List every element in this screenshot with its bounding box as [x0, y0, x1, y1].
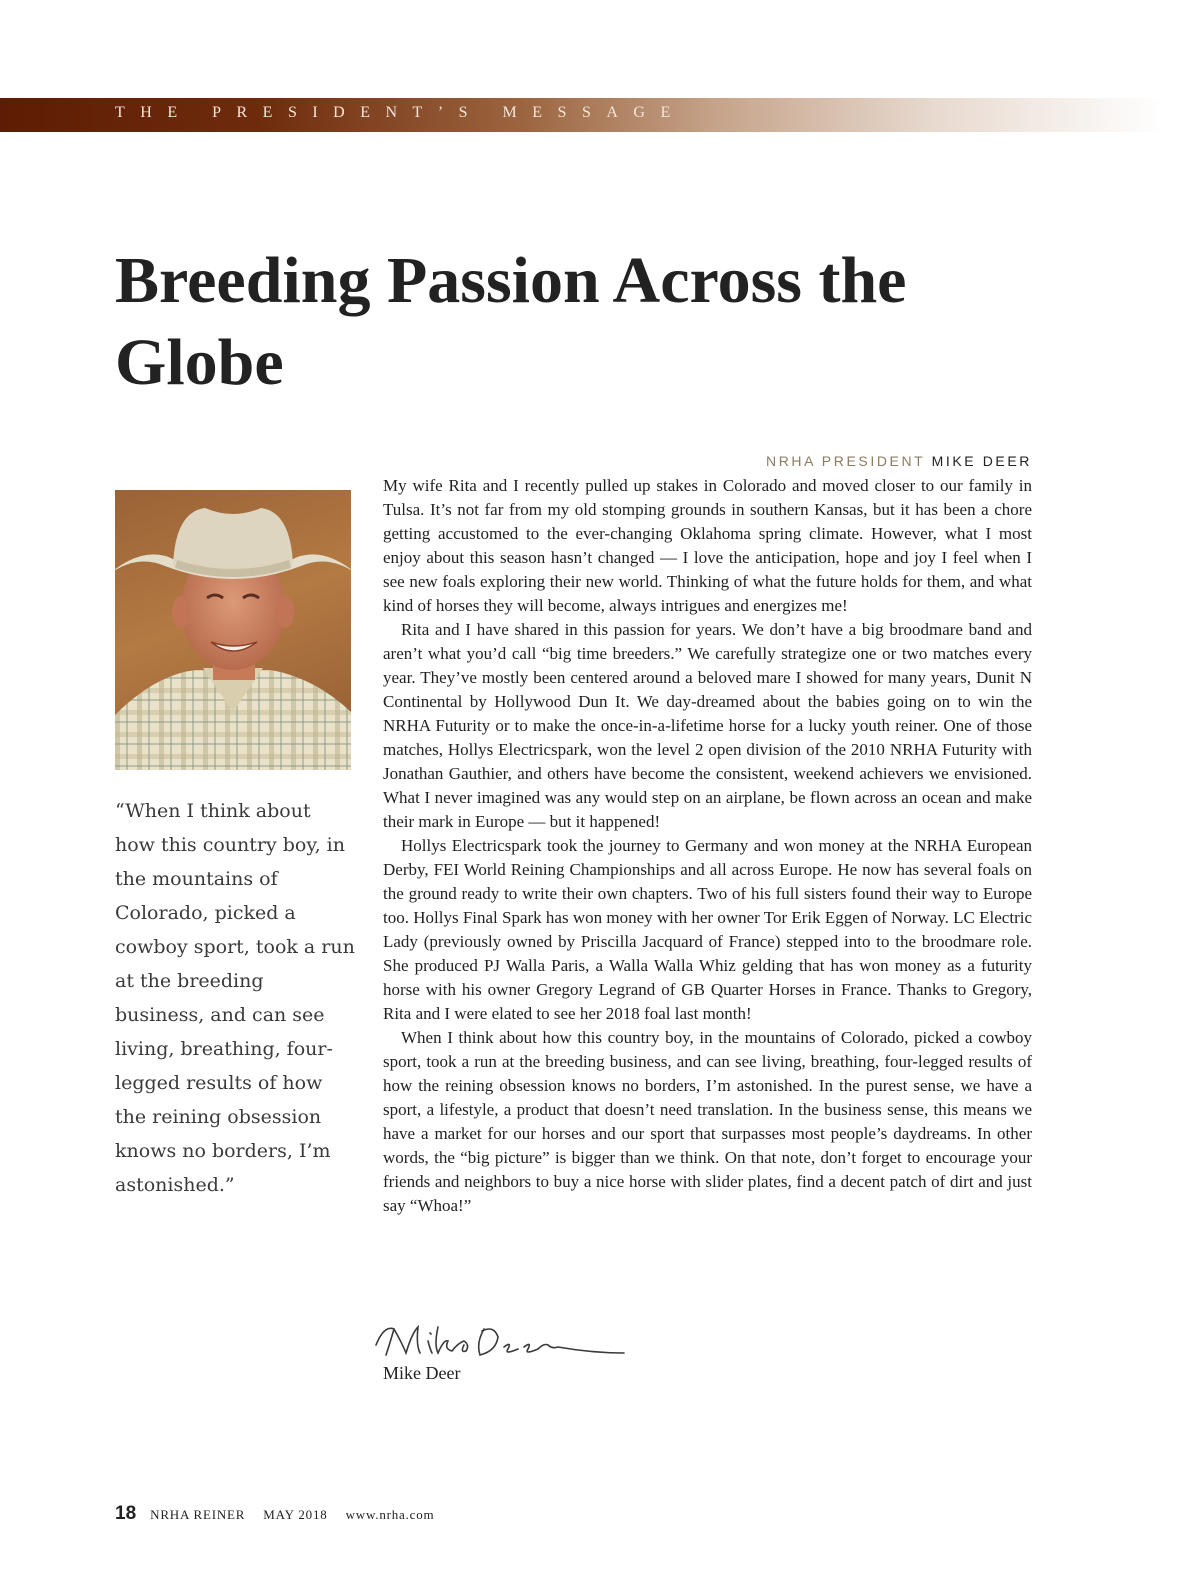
handwritten-signature	[372, 1315, 632, 1370]
signer-name: Mike Deer	[383, 1363, 461, 1383]
portrait-illustration	[115, 490, 351, 770]
author-portrait-photo	[115, 490, 351, 770]
pull-quote: “When I think about how this country boy, in the mountains of Colorado, picked a cowboy sport, took a run at the breeding business, and can see living, breathing, four-legged results of how the reining obsession knows no borders, I’m astonished.”	[115, 800, 355, 1196]
page-footer	[115, 1503, 448, 1525]
byline-role: NRHA PRESIDENT	[766, 453, 926, 469]
page-number: 18	[115, 1503, 137, 1524]
article-paragraph: Hollys Electricspark took the journey to Germany and won money at the NRHA European Derby, FEI World Reining Championships and all across Europe. He now has several foals on the ground ready to write their own chapters. Two of his full sisters found their way to Europe too. Hollys Final Spark has won money with her owner Tor Erik Eggen of Norway. LC Electric Lady (previously owned by Priscilla Jacquard of France) stepped into to the broodmare role. She produced PJ Walla Paris, a Walla Walla Whiz gelding that has won money as a futurity horse with his owner Gregory Legrand of GB Quarter Horses in France. Thanks to Gregory, Rita and I were elated to see her 2018 foal last month!	[383, 836, 1032, 1023]
website-link[interactable]: www.nrha.com	[345, 1507, 435, 1522]
byline-name: MIKE DEER	[931, 453, 1032, 469]
section-label: THE PRESIDENT’S MESSAGE	[115, 104, 686, 121]
article-paragraph: Rita and I have shared in this passion for years. We don’t have a big broodmare band and aren’t what you’d call “big time breeders.” We carefully strategize one or two matches every year. They’ve mostly been centered around a beloved mare I showed for many years, Dunit N Continental by Hollywood Dun It. We day-dreamed about the babies going on to win the NRHA Futurity or to make the once-in-a-lifetime horse for a lucky youth reiner. One of those matches, Hollys Electricspark, won the level 2 open division of the 2010 NRHA Futurity with Jonathan Gauthier, and others have become the consistent, weekend achievers we envisioned. What I never imagined was any would step on an airplane, be flown across an ocean and make their mark in Europe — but it happened!	[383, 620, 1032, 831]
article-headline: Breeding Passion Across the Globe	[115, 244, 907, 399]
article-body	[383, 474, 1032, 1218]
article-paragraph: When I think about how this country boy, in the mountains of Colorado, picked a cowboy sport, took a run at the breeding business, and can see living, breathing, four-legged results of how the reining obsession knows no borders, I’m astonished. In the purest sense, we have a sport, a lifestyle, a product that doesn’t need translation. In the business sense, this means we have a market for our horses and our sport that surpasses most people’s daydreams. In other words, the “big picture” is bigger than we think. On that note, don’t forget to encourage your friends and neighbors to buy a nice horse with slider plates, find a decent patch of dirt and just say “Whoa!”	[383, 1028, 1032, 1215]
publication-name: NRHA REINER	[150, 1507, 246, 1522]
article-paragraph: My wife Rita and I recently pulled up stakes in Colorado and moved closer to our family in Tulsa. It’s not far from my old stomping grounds in southern Kansas, but it has been a chore getting accustomed to the ever-changing Oklahoma spring climate. However, what I most enjoy about this season hasn’t changed — I love the anticipation, hope and joy I feel when I see new foals exploring their new world. Thinking of what the future holds for them, and what kind of horses they will become, always intrigues and energizes me!	[383, 476, 1032, 615]
section-header-band	[0, 98, 1165, 132]
issue-date: MAY 2018	[263, 1507, 328, 1522]
byline	[600, 453, 1032, 469]
